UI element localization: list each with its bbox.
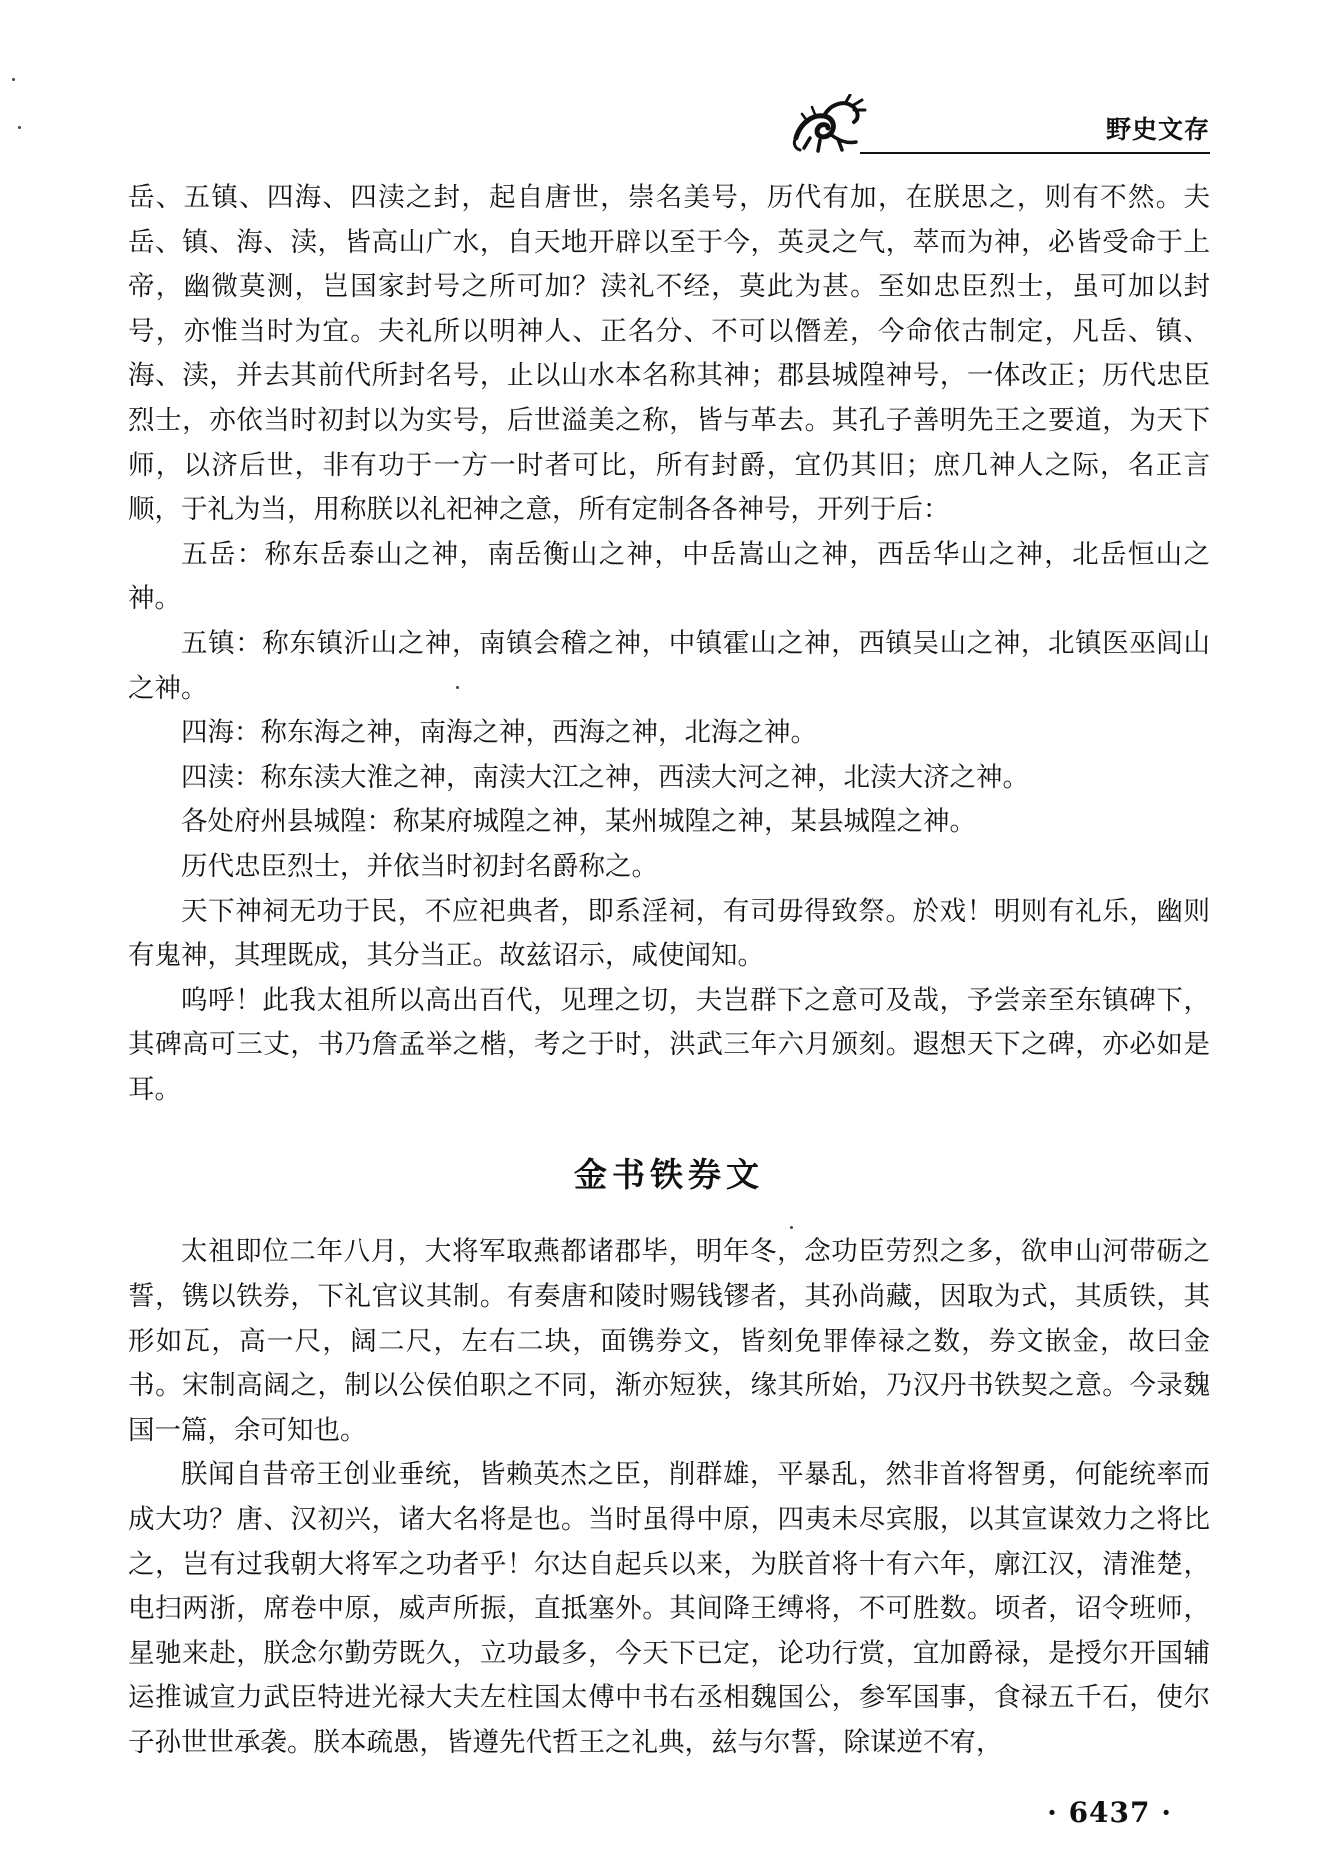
paragraph-four-rivers: 四渎：称东渎大淮之神，南渎大江之神，西渎大河之神，北渎大济之神。 — [181, 761, 1029, 793]
page-number: · 6437 · — [1047, 1796, 1172, 1829]
dragon-emblem-icon — [790, 94, 868, 156]
paragraph-decree-continuation: 岳、五镇、四海、四渎之封，起自唐世，崇名美号，历代有加，在朕思之，则有不然。夫岳、镇、海、渎，皆高山广水，自天地开辟以至于今，英灵之气，萃而为神，必皆受命于上帝，幽微莫测，岂国家封号之所可加？渎礼不经，莫此为甚。至如忠臣烈士，虽可加以封号，亦惟当时为宜。夫礼所以明神人、正名分、不可以僭差，今命依古制定，凡岳、镇、海、渎，并去其前代所封名号，止以山水本名称其神；郡县城隍神号，一体改正；历代忠臣烈士，亦依当时初封以为实号，后世溢美之称，皆与革去。其孔子善明先王之要道，为天下师，以济后世，非有功于一方一时者可比，所有封爵，宜仍其旧；庶几神人之际，名正言顺，于礼为当，用称朕以礼祀神之意，所有定制各各神号，开列于后： — [128, 182, 1210, 526]
paragraph-commentary: 呜呼！此我太祖所以高出百代，见理之切，夫岂群下之意可及哉，予尝亲至东镇碑下，其碑高可三丈，书乃詹孟举之楷，考之于时，洪武三年六月颁刻。遐想天下之碑，亦必如是耳。 — [128, 984, 1210, 1105]
main-text — [128, 176, 1210, 1766]
header-rule — [860, 152, 1210, 154]
paragraph-iron-certificate-intro: 太祖即位二年八月，大将军取燕都诸郡毕，明年冬，念功臣劳烈之多，欲申山河带砺之誓，镌以铁券，下礼官议其制。有奏唐和陵时赐钱镠者，其孙尚藏，因取为式，其质铁，其形如瓦，高一尺，阔二尺，左右二块，面镌券文，皆刻免罪俸禄之数，券文嵌金，故曰金书。宋制高阔之，制以公侯伯职之不同，渐亦短狭，缘其所始，乃汉丹书铁契之意。今录魏国一篇，余可知也。 — [128, 1236, 1210, 1446]
paragraph-five-peaks: 五岳：称东岳泰山之神，南岳衡山之神，中岳嵩山之神，西岳华山之神，北岳恒山之神。 — [128, 538, 1210, 615]
paragraph-four-seas: 四海：称东海之神，南海之神，西海之神，北海之神。 — [181, 717, 817, 749]
scan-speck — [18, 126, 21, 129]
scan-speck — [790, 1226, 793, 1229]
page-header — [790, 94, 1210, 158]
paragraph-city-gods: 各处府州县城隍：称某府城隍之神，某州城隍之神，某县城隍之神。 — [181, 806, 976, 838]
running-title: 野史文存 — [1105, 115, 1210, 144]
paragraph-five-guardian-mountains: 五镇：称东镇沂山之神，南镇会稽之神，中镇霍山之神，西镇吴山之神，北镇医巫闾山之神。 — [128, 627, 1210, 704]
scan-speck — [12, 78, 15, 81]
scan-speck — [456, 686, 459, 689]
section-title: 金书铁券文 — [574, 1155, 764, 1195]
paragraph-certificate-text: 朕闻自昔帝王创业垂统，皆赖英杰之臣，削群雄，平暴乱，然非首将智勇，何能统率而成大功？唐、汉初兴，诸大名将是也。当时虽得中原，四夷未尽宾服，以其宣谋效力之将比之，岂有过我朝大将军之功者乎！尔达自起兵以来，为朕首将十有六年，廓江汉，清淮楚，电扫两浙，席卷中原，威声所振，直抵塞外。其间降王缚将，不可胜数。顷者，诏令班师，星驰来赴，朕念尔勤劳既久，立功最多，今天下已定，论功行赏，宜加爵禄，是授尔开国辅运推诚宣力武臣特进光禄大夫左柱国太傅中书右丞相魏国公，参军国事，食禄五千石，使尔子孙世世承袭。朕本疏愚，皆遵先代哲王之礼典，兹与尔誓，除谋逆不宥， — [128, 1459, 1210, 1758]
paragraph-improper-shrines: 天下神祠无功于民，不应祀典者，即系淫祠，有司毋得致祭。於戏！明则有礼乐，幽则有鬼神，其理既成，其分当正。故兹诏示，咸使闻知。 — [128, 895, 1210, 972]
paragraph-loyal-ministers: 历代忠臣烈士，并依当时初封名爵称之。 — [181, 850, 658, 882]
